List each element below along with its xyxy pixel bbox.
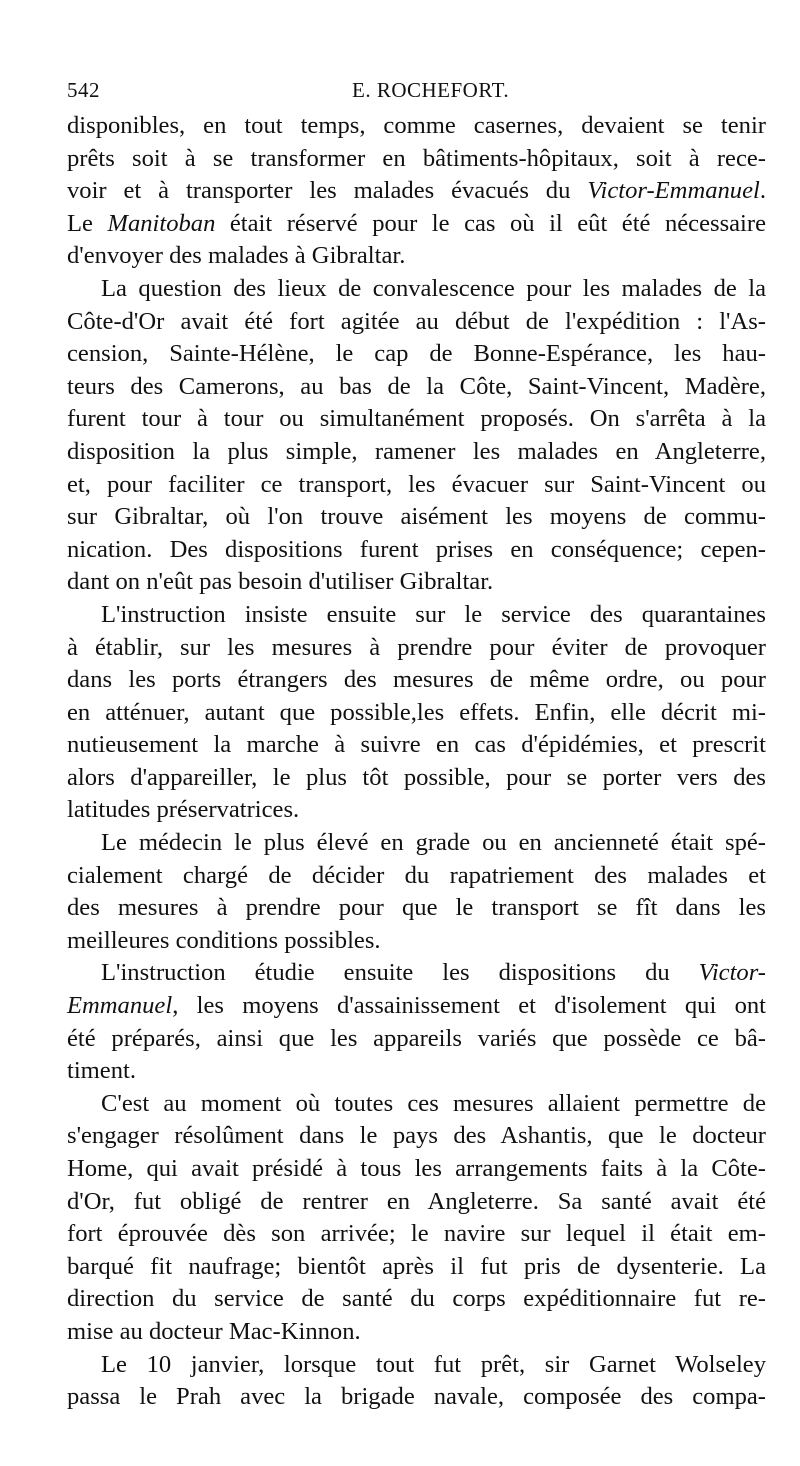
- running-title: E. ROCHEFORT.: [352, 78, 510, 102]
- text-line: disponibles, en tout temps, comme casernes, devaient se tenir: [67, 112, 766, 139]
- text-line: alors d'appareiller, le plus tôt possible, pour se porter vers des: [67, 763, 766, 791]
- text-line: timent.: [67, 1057, 136, 1085]
- text-line: mise au docteur Mac-Kinnon.: [67, 1317, 361, 1345]
- paragraph: [67, 1088, 766, 1349]
- text-line: prêts soit à se transformer en bâtiments-hôpitaux, soit à rece-: [67, 144, 766, 172]
- text-line: d'envoyer des malades à Gibraltar.: [67, 242, 406, 270]
- text-line: C'est au moment où toutes ces mesures allaient permettre de: [101, 1089, 766, 1117]
- text-line: fort éprouvée dès son arrivée; le navire sur lequel il était em-: [67, 1220, 766, 1248]
- body-text: [67, 110, 766, 1414]
- text-line: L'instruction étudie ensuite les dispositions du Victor-: [101, 959, 766, 987]
- text-line: et, pour faciliter ce transport, les évacuer sur Saint-Vincent ou: [67, 470, 766, 498]
- text-line: Le 10 janvier, lorsque tout fut prêt, sir Garnet Wolseley: [101, 1350, 766, 1378]
- text-line: direction du service de santé du corps expéditionnaire fut re-: [67, 1285, 766, 1313]
- text-line: en atténuer, autant que possible,les effets. Enfin, elle décrit mi-: [67, 698, 766, 726]
- page-number: 542: [67, 78, 100, 102]
- text-line: latitudes préservatrices.: [67, 796, 300, 824]
- paragraph: [67, 110, 766, 273]
- text-line: sur Gibraltar, où l'on trouve aisément les moyens de commu-: [67, 503, 766, 531]
- text-line: teurs des Camerons, au bas de la Côte, Saint-Vincent, Madère,: [67, 372, 766, 400]
- text-line: Home, qui avait présidé à tous les arrangements faits à la Côte-: [67, 1155, 766, 1182]
- text-line: à établir, sur les mesures à prendre pour éviter de provoquer: [67, 633, 766, 661]
- text-line: Le médecin le plus élevé en grade ou en ancienneté était spé-: [101, 829, 766, 857]
- text-line: été préparés, ainsi que les appareils variés que possède ce bâ-: [67, 1024, 766, 1052]
- paragraph: [67, 957, 766, 1087]
- paragraph: [67, 827, 766, 957]
- text-line: cension, Sainte-Hélène, le cap de Bonne-Espérance, les hau-: [67, 340, 766, 368]
- text-line: disposition la plus simple, ramener les malades en Angleterre,: [67, 437, 766, 465]
- text-line: Côte-d'Or avait été fort agitée au début de l'expédition : l'As-: [67, 307, 766, 335]
- text-line: dant on n'eût pas besoin d'utiliser Gibraltar.: [67, 568, 494, 596]
- text-line: Le Manitoban était réservé pour le cas où il eût été nécessaire: [67, 209, 766, 237]
- text-line: dans les ports étrangers des mesures de même ordre, ou pour: [67, 666, 766, 694]
- text-line: nication. Des dispositions furent prises en conséquence; cepen-: [67, 535, 766, 563]
- paragraph: [67, 273, 766, 599]
- text-line: d'Or, fut obligé de rentrer en Angleterre. Sa santé avait été: [67, 1187, 766, 1215]
- text-line: L'instruction insiste ensuite sur le service des quarantaines: [101, 600, 766, 628]
- text-line: passa le Prah avec la brigade navale, composée des compa-: [67, 1383, 766, 1411]
- text-line: furent tour à tour ou simultanément proposés. On s'arrêta à la: [67, 405, 766, 433]
- paragraph: [67, 1349, 766, 1414]
- text-line: meilleures conditions possibles.: [67, 926, 381, 954]
- text-line: des mesures à prendre pour que le transport se fît dans les: [67, 894, 766, 922]
- text-line: s'engager résolûment dans le pays des Ashantis, que le docteur: [67, 1122, 766, 1150]
- paragraph: [67, 599, 766, 827]
- text-line: nutieusement la marche à suivre en cas d'épidémies, et prescrit: [67, 731, 766, 759]
- text-line: cialement chargé de décider du rapatriement des malades et: [67, 861, 766, 889]
- text-line: Emmanuel, les moyens d'assainissement et d'isolement qui ont: [67, 992, 766, 1020]
- text-line: barqué fit naufrage; bientôt après il fut pris de dysenterie. La: [67, 1252, 766, 1280]
- text-line: voir et à transporter les malades évacués du Victor-Emmanuel.: [67, 177, 766, 205]
- text-line: La question des lieux de convalescence pour les malades de la: [101, 274, 766, 302]
- running-head: [67, 70, 766, 100]
